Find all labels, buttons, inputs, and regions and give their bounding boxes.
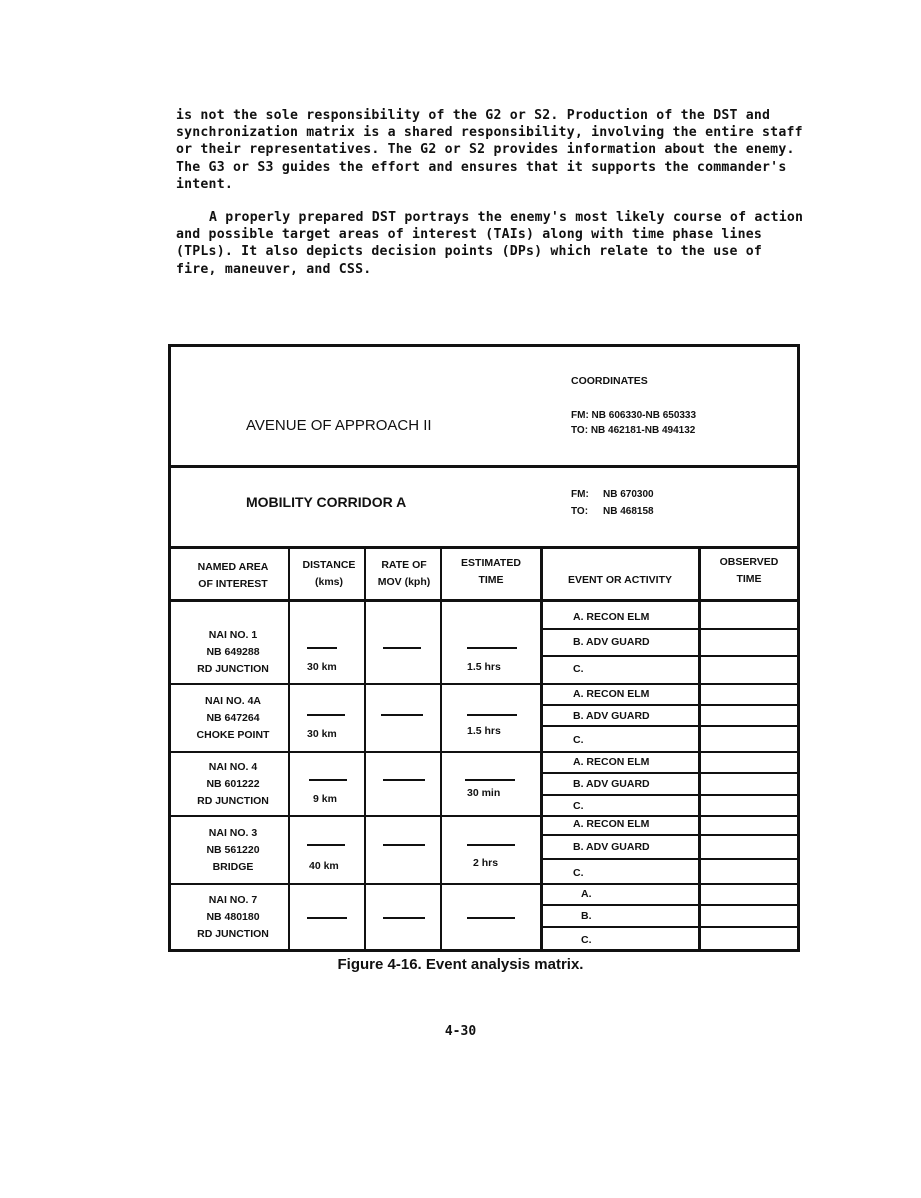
row-nai-label: NAI NO. 3 NB 561220 BRIDGE [206,827,260,873]
distance-dash [309,779,347,781]
time-dash [467,844,515,846]
event-item: B. ADV GUARD [573,778,650,790]
corridor-to-label: TO: [571,506,589,517]
event-item: B. [581,910,592,922]
row-distance: 30 km [307,661,337,673]
event-item: A. RECON ELM [573,818,650,830]
corridor-to-value: NB 468158 [603,506,654,517]
event-item: A. RECON ELM [573,688,650,700]
section-divider [171,546,797,549]
body-paragraph-2: A properly prepared DST portrays the enemy's most likely course of action and possible target areas of interest (TAIs) along with time phase lines (TPLs). It also depicts decision points (DPs) which relate to the use of fire, maneuver, and CSS. [176,210,804,277]
time-dash [465,779,515,781]
header-distance: DISTANCE (kms) [302,559,356,588]
event-item: B. ADV GUARD [573,841,650,853]
event-item: C. [573,734,584,746]
event-item: A. RECON ELM [573,756,650,768]
rate-dash [383,779,425,781]
col-line [698,547,701,949]
event-item: B. ADV GUARD [573,710,650,722]
event-item: C. [581,934,592,946]
figure-caption: Figure 4-16. Event analysis matrix. [337,956,584,973]
avenue-fm: FM: NB 606330-NB 650333 [571,410,697,421]
page-number: 4-30 [444,1024,477,1039]
header-rate: RATE OF MOV (kph) [377,559,431,588]
distance-dash [307,647,337,649]
section-divider [171,465,797,468]
time-dash [467,917,515,919]
row-nai-label: NAI NO. 4 NB 601222 RD JUNCTION [197,761,269,807]
event-item: C. [573,867,584,879]
distance-dash [307,917,347,919]
event-divider [541,704,797,706]
distance-dash [307,714,345,716]
row-divider [171,815,797,817]
header-observed-time: OBSERVED TIME [719,556,779,585]
body-paragraph-1: is not the sole responsibility of the G2 or S2. Production of the DST and synchronization matrix is a shared responsibility, involving the entire staff or their representatives. The G2 or S2 provides information about the enemy. The G3 or S3 guides the effort and ensures that it supports the commander's intent. [176,108,803,192]
event-divider [541,725,797,727]
row-nai-label: NAI NO. 1 NB 649288 RD JUNCTION [197,629,269,675]
col-line [364,547,366,949]
col-line [540,547,543,949]
row-distance: 30 km [307,728,337,740]
row-time: 1.5 hrs [467,661,501,673]
header-event: EVENT OR ACTIVITY [567,574,673,586]
event-divider [541,834,797,836]
event-divider [541,655,797,657]
rate-dash [383,844,425,846]
event-divider [541,794,797,796]
event-item: A. [581,888,592,900]
rate-dash [383,917,425,919]
event-divider [541,628,797,630]
event-divider [541,858,797,860]
event-item: C. [573,663,584,675]
corridor-title: MOBILITY CORRIDOR A [246,494,407,510]
header-estimated-time: ESTIMATED TIME [461,557,521,586]
col-line [440,547,442,949]
event-divider [541,926,797,928]
event-divider [541,904,797,906]
avenue-to: TO: NB 462181-NB 494132 [571,425,696,436]
avenue-title: AVENUE OF APPROACH II [246,417,432,434]
row-time: 30 min [467,787,501,799]
row-nai-label: NAI NO. 4A NB 647264 CHOKE POINT [196,695,270,741]
row-divider [171,751,797,753]
header-named-area: NAMED AREA OF INTEREST [197,561,269,590]
rate-dash [383,647,421,649]
coordinates-label: COORDINATES [571,375,648,387]
row-nai-label: NAI NO. 7 NB 480180 RD JUNCTION [197,894,269,940]
corridor-fm-label: FM: [571,489,589,500]
time-dash [467,647,517,649]
row-divider [171,683,797,685]
row-distance: 9 km [313,793,337,805]
row-time: 1.5 hrs [467,725,501,737]
time-dash [467,714,517,716]
rate-dash [381,714,423,716]
corridor-fm-value: NB 670300 [603,489,654,500]
distance-dash [307,844,345,846]
event-item: C. [573,800,584,812]
header-divider [171,599,797,602]
event-item: B. ADV GUARD [573,636,650,648]
event-divider [541,772,797,774]
row-distance: 40 km [309,860,339,872]
col-line [288,547,290,949]
event-item: A. RECON ELM [573,611,650,623]
event-analysis-matrix [168,344,800,952]
row-time: 2 hrs [473,857,499,869]
row-divider [171,883,797,885]
